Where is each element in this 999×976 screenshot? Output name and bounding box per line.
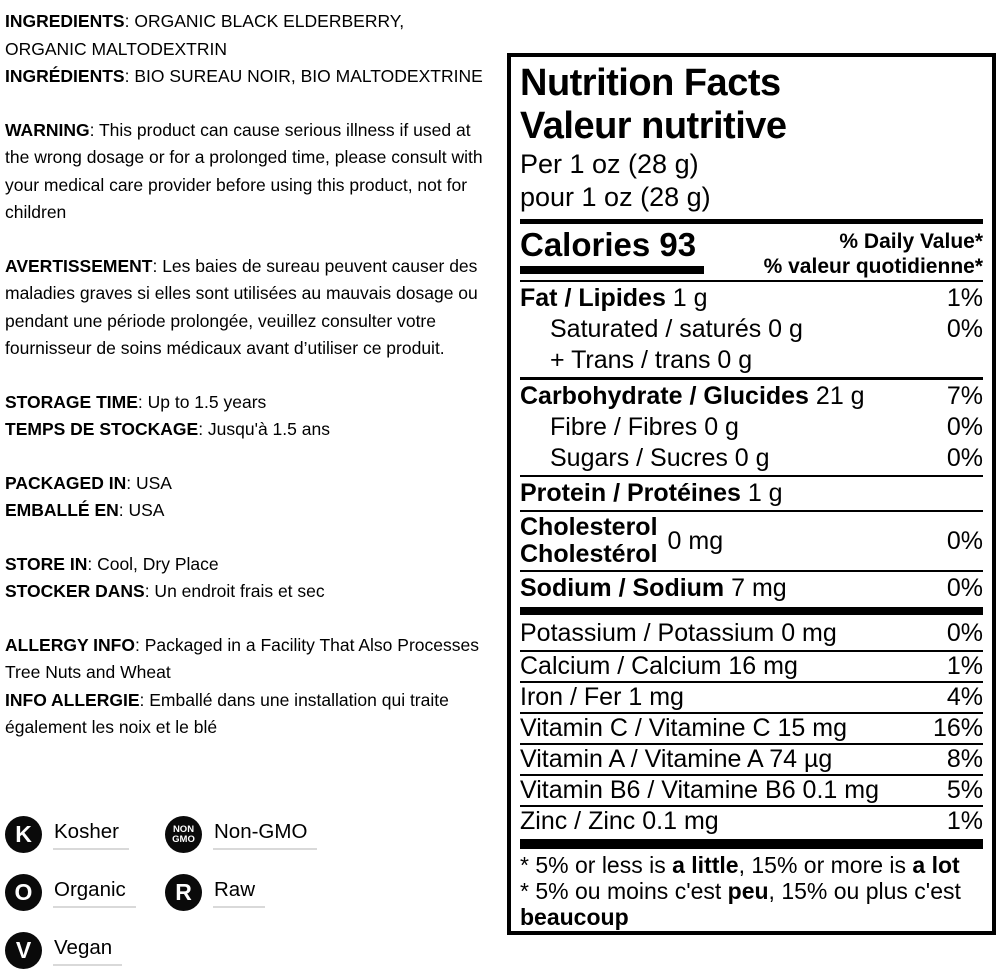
badge-kosher-label: Kosher [53, 820, 129, 850]
cholesterol-dv: 0% [946, 526, 983, 555]
ingredients-value-fr: : BIO SUREAU NOIR, BIO MALTODEXTRINE [124, 66, 483, 86]
nutrient-name: Carbohydrate / Glucides [520, 382, 809, 410]
nutrient-name: Fibre / Fibres 0 g [550, 413, 739, 441]
nutrient-name: Protein / Protéines [520, 479, 741, 507]
nutrient-dv: 4% [946, 683, 983, 711]
divider [520, 510, 983, 512]
footnote-text: * 5% ou moins c'est [520, 878, 728, 904]
nutrient-name: Iron / Fer 1 mg [520, 683, 684, 711]
nutrient-row-cholesterol [520, 513, 983, 569]
nutrient-dv: 16% [932, 714, 983, 742]
warning-block-fr [5, 253, 487, 363]
nutrient-row-trans [520, 345, 983, 376]
allergy-block [5, 632, 487, 742]
nutrient-dv: 0% [946, 574, 983, 602]
nutrient-row-zinc [520, 808, 983, 835]
store-label-fr: STOCKER DANS [5, 581, 145, 601]
storage-label-fr: TEMPS DE STOCKAGE [5, 419, 199, 439]
panel-title-fr: Valeur nutritive [520, 105, 787, 147]
nutrient-row-vitamin-c [520, 715, 983, 742]
ingredients-block [5, 8, 487, 91]
badge-raw [165, 874, 425, 911]
warning-label-en: WARNING [5, 119, 90, 140]
footnote-text: beaucoup [520, 904, 629, 930]
badge-organic-label: Organic [53, 878, 136, 908]
badge-kosher [5, 816, 165, 853]
warning-value-fr: : Les baies de sureau peuvent causer des maladies graves si elles sont utilisées au mauvais dosage ou pendant une période prolongée, veuillez consulter votre fournisseur de soins médicaux avant d’utiliser ce produit. [5, 255, 478, 358]
footnote-line-fr2 [520, 904, 983, 930]
nutrient-name: Sugars / Sucres 0 g [550, 444, 770, 472]
badge-organic [5, 874, 165, 911]
non-gmo-icon [165, 816, 202, 853]
packaged-value-fr: : USA [118, 500, 165, 520]
panel-title-en: Nutrition Facts [520, 62, 781, 104]
nutrient-name: + Trans / trans 0 g [550, 346, 753, 374]
nutrient-row-potassium [520, 618, 983, 649]
storage-label-en: STORAGE TIME [5, 391, 138, 412]
nutrition-facts-panel [507, 53, 996, 935]
allergy-value-en: : Packaged in a Facility That Also Processes Tree Nuts and Wheat [5, 634, 479, 682]
badge-nongmo [165, 816, 425, 853]
nutrient-name: Vitamin C / Vitamine C 15 mg [520, 714, 847, 742]
divider-thick [520, 219, 983, 224]
nutrient-row-saturated [520, 314, 983, 345]
footnote-text: , 15% ou plus c'est [768, 878, 961, 904]
allergy-value-fr: : Emballé dans une installation qui traite également les noix et le blé [5, 689, 449, 737]
divider [520, 570, 983, 572]
non-gmo-icon-bottom: GMO [172, 833, 195, 845]
divider [520, 280, 983, 282]
nutrient-row-sodium [520, 573, 983, 604]
warning-value-en: : This product can cause serious illness if used at the wrong dosage or for a prolonged time, please consult with your medical care provider before using this product, not for children [5, 119, 483, 222]
nutrient-name: Calcium / Calcium 16 mg [520, 652, 798, 680]
daily-value-header-en: % Daily Value* [839, 230, 983, 253]
cholesterol-amount: 0 mg [667, 526, 724, 555]
badge-raw-label: Raw [213, 878, 265, 908]
daily-value-header-fr: % valeur quotidienne* [763, 255, 983, 278]
nutrient-dv: 1% [946, 807, 983, 835]
store-label-en: STORE IN [5, 553, 88, 574]
nutrient-dv: 0% [946, 413, 983, 441]
packaged-label-en: PACKAGED IN [5, 472, 127, 493]
nutrient-dv: 1% [946, 284, 983, 312]
calories-row [520, 227, 983, 279]
ingredients-label-fr: INGRÉDIENTS [5, 66, 125, 86]
packaged-value-en: : USA [126, 472, 172, 493]
nutrient-row-iron [520, 684, 983, 711]
footnote-text: a lot [912, 852, 960, 878]
cholesterol-name-fr: Cholestérol [520, 540, 658, 568]
calories-value: Calories 93 [520, 227, 704, 274]
footnote-line-fr [520, 878, 983, 904]
nutrient-row-calcium [520, 653, 983, 680]
storage-value-fr: : Jusqu'à 1.5 ans [198, 419, 330, 439]
nutrient-amount: 1 g [665, 284, 708, 312]
organic-icon: O [5, 874, 42, 911]
nutrient-row-vitamin-a [520, 746, 983, 773]
nutrient-dv: 0% [946, 619, 983, 647]
nutrient-name: Sodium / Sodium [520, 574, 725, 602]
nutrient-row-fat [520, 283, 983, 314]
footnote-text: * 5% or less is [520, 852, 673, 878]
nutrient-name: Zinc / Zinc 0.1 mg [520, 807, 719, 835]
certification-badges [5, 816, 425, 969]
store-value-en: : Cool, Dry Place [87, 553, 219, 574]
nutrient-dv: 8% [946, 745, 983, 773]
allergy-label-en: ALLERGY INFO [5, 634, 135, 655]
nutrient-amount: 7 mg [724, 574, 787, 602]
nutrient-dv: 0% [946, 444, 983, 472]
footnote-text: a little [672, 852, 739, 878]
badge-vegan-label: Vegan [53, 936, 122, 966]
nutrient-name: Vitamin B6 / Vitamine B6 0.1 mg [520, 776, 879, 804]
nutrient-row-fibre [520, 412, 983, 443]
ingredients-label-en: INGREDIENTS [5, 11, 125, 31]
non-gmo-icon-top: NON [172, 824, 195, 835]
nutrient-dv: 0% [946, 315, 983, 343]
divider-bar [520, 839, 983, 849]
footnote-text: , 15% or more is [738, 852, 913, 878]
nutrient-name: Potassium / Potassium 0 mg [520, 619, 837, 647]
divider [520, 475, 983, 477]
footnote-text: peu [727, 878, 769, 904]
nutrient-name: Vitamin A / Vitamine A 74 µg [520, 745, 833, 773]
vegan-icon: V [5, 932, 42, 969]
nutrient-dv: 5% [946, 776, 983, 804]
ingredients-value-en: : ORGANIC BLACK ELDERBERRY, ORGANIC MALTODEXTRIN [5, 11, 405, 59]
nutrient-row-vitamin-b6 [520, 777, 983, 804]
serving-size-en: Per 1 oz (28 g) [520, 149, 699, 179]
storage-value-en: : Up to 1.5 years [137, 391, 267, 412]
kosher-icon: K [5, 816, 42, 853]
nutrient-row-sugars [520, 443, 983, 474]
serving-size-fr: pour 1 oz (28 g) [520, 182, 711, 212]
divider-medium [520, 377, 983, 380]
warning-label-fr: AVERTISSEMENT [5, 255, 153, 276]
badge-vegan [5, 932, 165, 969]
footnote-line-en [520, 852, 983, 878]
storage-block [5, 389, 487, 444]
allergy-label-fr: INFO ALLERGIE [5, 689, 140, 710]
nutrient-dv: 1% [946, 652, 983, 680]
badge-nongmo-label: Non-GMO [213, 820, 317, 850]
nutrient-amount: 21 g [808, 382, 865, 410]
nutrient-name: Fat / Lipides [520, 284, 666, 312]
nutrient-amount: 1 g [740, 479, 783, 507]
raw-icon: R [165, 874, 202, 911]
nutrient-row-protein [520, 478, 983, 509]
nutrient-row-carbohydrate [520, 381, 983, 412]
footnote [520, 852, 983, 930]
cholesterol-name-en: Cholesterol [520, 513, 658, 541]
store-block [5, 551, 487, 606]
packaged-label-fr: EMBALLÉ EN [5, 500, 119, 520]
daily-value-header [764, 227, 983, 279]
store-value-fr: : Un endroit frais et sec [144, 581, 325, 601]
info-column [5, 8, 487, 768]
warning-block-en [5, 117, 487, 227]
nutrient-name: Saturated / saturés 0 g [550, 315, 803, 343]
packaged-block [5, 470, 487, 525]
divider-bar [520, 607, 983, 615]
nutrient-dv: 7% [946, 382, 983, 410]
